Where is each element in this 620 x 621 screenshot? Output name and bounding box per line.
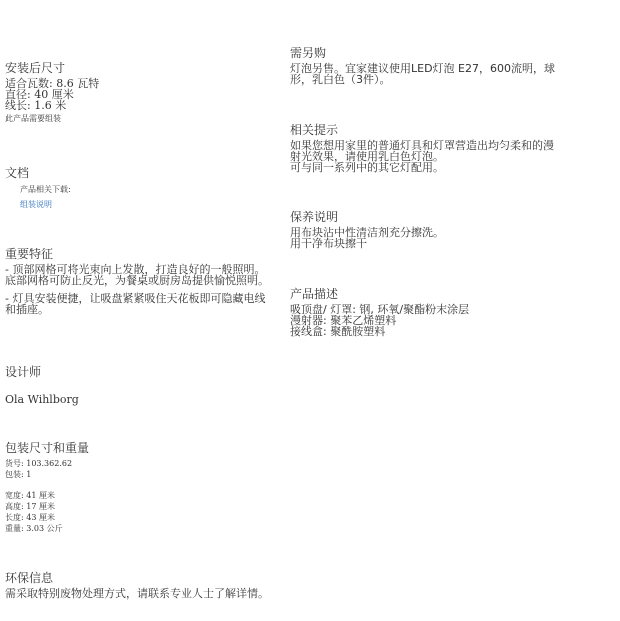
- buy-separately-section: [290, 46, 560, 85]
- assembly-instructions-link[interactable]: 组装说明: [20, 200, 52, 209]
- documents-title: 文档: [5, 166, 30, 180]
- eco-text: 需采取特别废物处理方式，请联系专业人士了解详情。: [5, 587, 269, 600]
- package-length: 长度: 43 厘米: [5, 513, 55, 522]
- buy-separately-title: 需另购: [290, 46, 327, 60]
- feature-paragraph-1: - 顶部网格可将光束向上发散，打造良好的一般照明。底部网格可防止反光，为餐桌或厨房岛提供愉悦照明。: [5, 263, 269, 287]
- package-width: 宽度: 41 厘米: [5, 491, 55, 500]
- care-line-1: 用布块沾中性清洁剂充分擦洗。: [290, 226, 444, 239]
- materials-section: [290, 287, 560, 337]
- care-title: 保养说明: [290, 210, 339, 224]
- wattage-text: 适合瓦数: 8.6 瓦特: [5, 77, 100, 90]
- package-height: 高度: 17 厘米: [5, 502, 55, 511]
- downloads-label: 产品相关下载:: [20, 185, 71, 194]
- diameter-text: 直径: 40 厘米: [5, 88, 74, 101]
- material-line-3: 接线盒: 聚酰胺塑料: [290, 325, 386, 338]
- install-size-section: [5, 61, 275, 124]
- good-to-know-title: 相关提示: [290, 123, 339, 137]
- material-line-2: 漫射器: 聚苯乙烯塑料: [290, 314, 397, 327]
- good-to-know-line-2: 可与同一系列中的其它灯配用。: [290, 161, 444, 174]
- documents-section: [5, 166, 275, 210]
- cord-length-text: 线长: 1.6 米: [5, 99, 67, 112]
- buy-separately-text: 灯泡另售。宜家建议使用LED灯泡 E27，600流明，球形，乳白色（3件）。: [290, 62, 555, 86]
- designer-name: Ola Wihlborg: [5, 393, 79, 406]
- package-count: 包装: 1: [5, 470, 32, 479]
- article-number: 货号: 103.362.62: [5, 459, 73, 468]
- package-title: 包装尺寸和重量: [5, 441, 90, 455]
- good-to-know-section: [290, 123, 560, 173]
- designer-section: [5, 365, 275, 405]
- designer-title: 设计师: [5, 365, 42, 379]
- assembly-note: 此产品需要组装: [5, 114, 61, 123]
- good-to-know-line-1: 如果您想用家里的普通灯具和灯罩营造出均匀柔和的漫射光效果，请使用乳白色灯泡。: [290, 139, 554, 163]
- key-features-section: [5, 247, 275, 315]
- package-section: [5, 441, 275, 534]
- care-section: [290, 210, 560, 249]
- install-size-title: 安装后尺寸: [5, 61, 66, 75]
- care-line-2: 用干净布块擦干: [290, 237, 367, 250]
- material-line-1: 吸顶盘/ 灯罩: 钢, 环氧/聚酯粉末涂层: [290, 303, 470, 316]
- eco-title: 环保信息: [5, 571, 54, 585]
- package-weight: 重量: 3.03 公斤: [5, 524, 63, 533]
- eco-section: [5, 571, 275, 599]
- feature-paragraph-2: - 灯具安装便捷，让吸盘紧紧吸住天花板即可隐藏电线和插座。: [5, 292, 266, 316]
- key-features-title: 重要特征: [5, 247, 54, 261]
- materials-title: 产品描述: [290, 287, 339, 301]
